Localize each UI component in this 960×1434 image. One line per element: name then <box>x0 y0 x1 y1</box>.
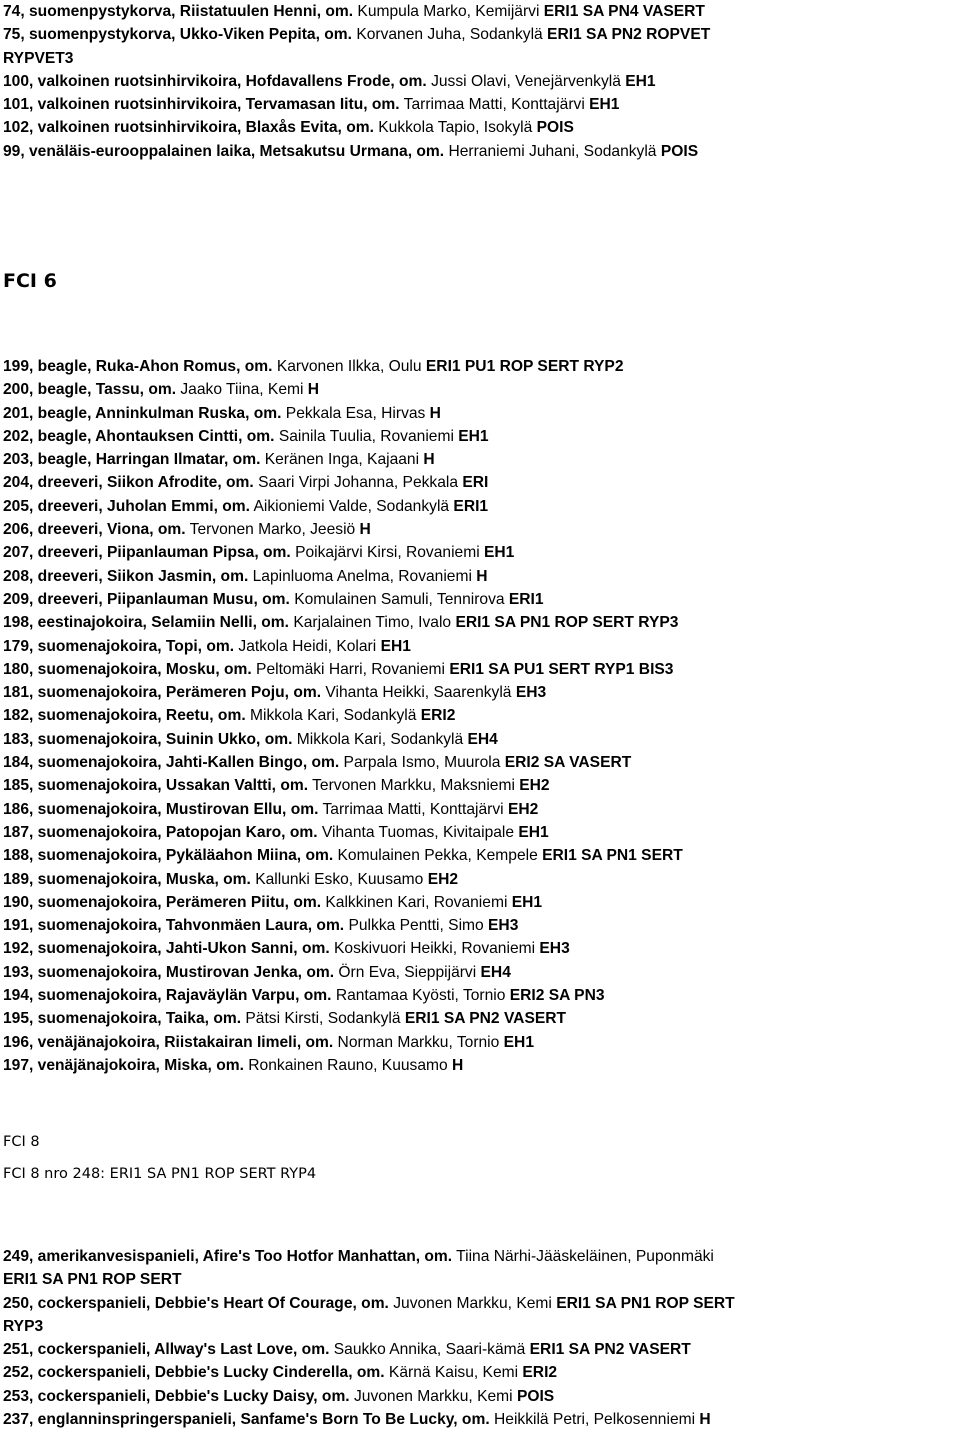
result-grade: POIS <box>536 119 574 137</box>
dog-entry: 198, eestinajokoira, Selamiin Nelli, om. <box>3 614 290 632</box>
dog-entry: 74, suomenpystykorva, Riistatuulen Henni, om. <box>3 3 354 20</box>
dog-entry: 186, suomenajokoira, Mustirovan Ellu, om. <box>3 800 319 818</box>
result-line <box>0 635 683 658</box>
result-line <box>0 961 683 984</box>
result-line <box>0 23 710 46</box>
result-grade: EH2 <box>427 870 459 888</box>
result-grade: ERI2 <box>522 1364 558 1382</box>
dog-entry: 207, dreeveri, Piipanlauman Pipsa, om. <box>3 544 291 562</box>
owner-name: Lapinluoma Anelma, Rovaniemi <box>248 567 477 585</box>
owner-name: Saari Virpi Johanna, Pekkala <box>253 474 463 492</box>
result-grade: ERI1 PU1 ROP SERT RYP2 <box>425 358 624 375</box>
result-line <box>0 541 683 564</box>
result-grade: H <box>429 404 441 422</box>
result-line <box>0 914 683 937</box>
result-grade: EH2 <box>519 777 550 795</box>
result-line <box>0 1245 735 1268</box>
dog-entry: 196, venäjänajokoira, Riistakairan Iimeli, om. <box>3 1033 334 1051</box>
result-grade: H <box>307 381 320 399</box>
result-grade: EH1 <box>589 96 620 114</box>
result-grade: POIS <box>660 142 699 160</box>
dog-entry: 194, suomenajokoira, Rajaväylän Varpu, om. <box>3 987 332 1005</box>
result-line <box>0 378 683 401</box>
result-line <box>0 140 710 163</box>
fci8-results <box>0 1245 735 1431</box>
dog-entry: 192, suomenajokoira, Jahti-Ukon Sanni, om. <box>3 940 330 958</box>
owner-name: Kukkola Tapio, Isokylä <box>373 119 537 137</box>
result-line <box>0 1315 735 1338</box>
result-line <box>0 891 683 914</box>
dog-entry: 203, beagle, Harringan Ilmatar, om. <box>3 451 261 469</box>
dog-entry: 179, suomenajokoira, Topi, om. <box>3 637 235 655</box>
result-grade: ERI1 SA PU1 SERT RYP1 BIS3 <box>449 660 674 678</box>
result-line <box>0 704 683 727</box>
owner-name: Örn Eva, Sieppijärvi <box>334 963 481 981</box>
result-line <box>0 658 683 681</box>
result-line <box>0 1268 735 1291</box>
fci8-heading: FCI 8 <box>3 1134 40 1150</box>
dog-entry: 252, cockerspanieli, Debbie's Lucky Cinderella, om. <box>3 1364 385 1382</box>
owner-name: Herraniemi Juhani, Sodankylä <box>444 142 661 160</box>
dog-entry: 101, valkoinen ruotsinhirvikoira, Tervamasan Iitu, om. <box>3 96 400 114</box>
owner-name: Koskivuori Heikki, Rovaniemi <box>329 940 540 958</box>
dog-entry: 189, suomenajokoira, Muska, om. <box>3 870 251 888</box>
result-line <box>0 611 683 634</box>
result-grade: EH1 <box>458 427 489 445</box>
dog-entry: 205, dreeveri, Juholan Emmi, om. <box>3 497 250 515</box>
dog-entry: 202, beagle, Ahontauksen Cintti, om. <box>3 427 275 445</box>
result-line <box>0 425 683 448</box>
result-line <box>0 774 683 797</box>
result-line <box>0 448 683 471</box>
result-grade: ERI1 SA PN1 ROP SERT RYP3 <box>455 614 679 632</box>
dog-entry: 237, englanninspringerspanieli, Sanfame's Born To Be Lucky, om. <box>3 1411 490 1429</box>
result-grade: ERI1 SA PN2 VASERT <box>404 1010 567 1028</box>
dog-entry: 191, suomenajokoira, Tahvonmäen Laura, om. <box>3 917 345 935</box>
result-grade: EH4 <box>467 730 498 748</box>
result-line <box>0 495 683 518</box>
result-grade: EH1 <box>380 637 411 655</box>
result-grade: H <box>476 567 488 585</box>
dog-entry: 204, dreeveri, Siikon Afrodite, om. <box>3 474 254 492</box>
owner-name: Ronkainen Rauno, Kuusamo <box>243 1056 453 1074</box>
dog-entry: 208, dreeveri, Siikon Jasmin, om. <box>3 567 249 585</box>
dog-entry: 251, cockerspanieli, Allway's Last Love, om. <box>3 1341 330 1359</box>
dog-entry: 250, cockerspanieli, Debbie's Heart Of Courage, om. <box>3 1294 389 1312</box>
owner-name: Pulkka Pentti, Simo <box>344 917 489 935</box>
dog-entry: RYPVET3 <box>3 49 74 67</box>
dog-entry: 200, beagle, Tassu, om. <box>3 381 177 399</box>
result-grade: ERI2 SA VASERT <box>504 754 632 772</box>
result-grade: POIS <box>516 1387 555 1405</box>
dog-entry: 190, suomenajokoira, Perämeren Piitu, om. <box>3 893 322 911</box>
dog-entry: RYP3 <box>3 1317 44 1335</box>
result-grade: ERI1 SA PN2 ROPVET <box>547 26 711 44</box>
owner-name: Kumpula Marko, Kemijärvi <box>353 3 544 20</box>
owner-name: Aikioniemi Valde, Sodankylä <box>250 497 454 515</box>
owner-name: Kallunki Esko, Kuusamo <box>250 870 428 888</box>
result-line <box>0 1361 735 1384</box>
owner-name: Rantamaa Kyösti, Tornio <box>331 987 510 1005</box>
result-grade: EH1 <box>484 544 515 562</box>
result-line <box>0 93 710 116</box>
dog-entry: 99, venäläis-eurooppalainen laika, Metsakutsu Urmana, om. <box>3 142 445 160</box>
result-grade: EH2 <box>507 800 539 818</box>
owner-name: Saukko Annika, Saari-kämä <box>329 1341 530 1359</box>
dog-entry: 102, valkoinen ruotsinhirvikoira, Blaxås Evita, om. <box>3 119 374 137</box>
owner-name: Mikkola Kari, Sodankylä <box>292 730 468 748</box>
owner-name: Karjalainen Timo, Ivalo <box>289 614 456 632</box>
result-line <box>0 681 683 704</box>
result-line <box>0 1385 735 1408</box>
owner-name: Kalkkinen Kari, Rovaniemi <box>321 893 512 911</box>
owner-name: Tervonen Markku, Maksniemi <box>308 777 520 795</box>
result-line <box>0 728 683 751</box>
fci8-note: FCI 8 nro 248: ERI1 SA PN1 ROP SERT RYP4 <box>3 1166 317 1182</box>
fci6-heading: FCI 6 <box>3 270 57 292</box>
dog-entry: 206, dreeveri, Viona, om. <box>3 521 186 539</box>
owner-name: Tiina Närhi-Jääskeläinen, Puponmäki <box>452 1248 714 1265</box>
result-grade: EH3 <box>539 940 570 958</box>
dog-entry: 75, suomenpystykorva, Ukko-Viken Pepita, om. <box>3 26 352 44</box>
result-line <box>0 47 710 70</box>
result-grade: ERI <box>462 474 489 492</box>
owner-name: Norman Markku, Tornio <box>333 1033 504 1051</box>
result-grade: ERI2 <box>420 707 456 725</box>
dog-entry: 182, suomenajokoira, Reetu, om. <box>3 707 246 725</box>
result-line <box>0 565 683 588</box>
owner-name: Poikajärvi Kirsi, Rovaniemi <box>290 544 484 562</box>
result-line <box>0 116 710 139</box>
dog-entry: ERI1 SA PN1 ROP SERT <box>3 1271 182 1289</box>
owner-name: Pätsi Kirsti, Sodankylä <box>241 1010 405 1028</box>
dog-entry: 187, suomenajokoira, Patopojan Karo, om. <box>3 823 318 841</box>
owner-name: Parpala Ismo, Muurola <box>339 754 505 772</box>
result-line <box>0 518 683 541</box>
dog-entry: 185, suomenajokoira, Ussakan Valtti, om. <box>3 777 309 795</box>
owner-name: Juvonen Markku, Kemi <box>349 1387 517 1405</box>
dog-entry: 201, beagle, Anninkulman Ruska, om. <box>3 404 282 422</box>
dog-entry: 180, suomenajokoira, Mosku, om. <box>3 660 252 678</box>
result-line <box>0 798 683 821</box>
owner-name: Kärnä Kaisu, Kemi <box>384 1364 523 1382</box>
result-grade: ERI1 SA PN4 VASERT <box>543 3 705 20</box>
result-line <box>0 984 683 1007</box>
dog-entry: 188, suomenajokoira, Pykäläahon Miina, om. <box>3 847 334 865</box>
result-grade: EH1 <box>503 1033 534 1051</box>
owner-name: Tervonen Marko, Jeesiö <box>185 521 360 539</box>
owner-name: Tarrimaa Matti, Konttajärvi <box>318 800 508 818</box>
result-line <box>0 0 710 23</box>
result-line <box>0 70 710 93</box>
result-grade: H <box>423 451 435 469</box>
result-grade: EH3 <box>488 917 519 935</box>
owner-name: Keränen Inga, Kajaani <box>260 451 424 469</box>
result-line <box>0 588 683 611</box>
result-grade: EH1 <box>518 823 549 841</box>
result-grade: ERI1 SA PN1 ROP SERT <box>556 1294 735 1312</box>
result-line <box>0 844 683 867</box>
owner-name: Tarrimaa Matti, Konttajärvi <box>399 96 590 114</box>
owner-name: Jussi Olavi, Venejärvenkylä <box>426 72 626 90</box>
dog-entry: 195, suomenajokoira, Taika, om. <box>3 1010 242 1028</box>
owner-name: Komulainen Pekka, Kempele <box>333 847 543 865</box>
owner-name: Karvonen Ilkka, Oulu <box>272 358 426 375</box>
dog-entry: 209, dreeveri, Piipanlauman Musu, om. <box>3 590 290 608</box>
owner-name: Peltomäki Harri, Rovaniemi <box>251 660 450 678</box>
dog-entry: 100, valkoinen ruotsinhirvikoira, Hofdavallens Frode, om. <box>3 72 427 90</box>
owner-name: Jaako Tiina, Kemi <box>176 381 308 399</box>
dog-entry: 184, suomenajokoira, Jahti-Kallen Bingo, om. <box>3 754 340 772</box>
result-line <box>0 1031 683 1054</box>
dog-entry: 181, suomenajokoira, Perämeren Poju, om. <box>3 684 322 702</box>
result-line <box>0 1007 683 1030</box>
result-line <box>0 355 683 378</box>
result-line <box>0 1408 735 1431</box>
owner-name: Pekkala Esa, Hirvas <box>281 404 430 422</box>
result-grade: ERI1 <box>508 590 544 608</box>
owner-name: Juvonen Markku, Kemi <box>388 1294 557 1312</box>
result-line <box>0 751 683 774</box>
result-grade: H <box>359 521 371 539</box>
owner-name: Korvanen Juha, Sodankylä <box>351 26 548 44</box>
result-grade: ERI1 SA PN2 VASERT <box>529 1341 691 1359</box>
owner-name: Heikkilä Petri, Pelkosenniemi <box>489 1411 700 1429</box>
result-line <box>0 1054 683 1077</box>
result-line <box>0 937 683 960</box>
result-line <box>0 402 683 425</box>
result-grade: ERI2 SA PN3 <box>509 987 605 1005</box>
result-grade: H <box>699 1411 711 1429</box>
result-grade: ERI1 SA PN1 SERT <box>542 847 683 865</box>
result-line <box>0 868 683 891</box>
owner-name: Vihanta Heikki, Saarenkylä <box>321 684 516 702</box>
dog-entry: 253, cockerspanieli, Debbie's Lucky Daisy, om. <box>3 1387 350 1405</box>
result-grade: EH3 <box>515 684 547 702</box>
fci6-results <box>0 355 683 1077</box>
result-grade: ERI1 <box>453 497 489 515</box>
result-line <box>0 1292 735 1315</box>
result-line <box>0 1338 735 1361</box>
dog-entry: 249, amerikanvesispanieli, Afire's Too Hotfor Manhattan, om. <box>3 1248 453 1265</box>
result-grade: H <box>452 1056 464 1074</box>
group-1-results <box>0 0 710 163</box>
owner-name: Jatkola Heidi, Kolari <box>234 637 381 655</box>
owner-name: Mikkola Kari, Sodankylä <box>245 707 421 725</box>
dog-entry: 197, venäjänajokoira, Miska, om. <box>3 1056 244 1074</box>
owner-name: Sainila Tuulia, Rovaniemi <box>274 427 459 445</box>
dog-entry: 183, suomenajokoira, Suinin Ukko, om. <box>3 730 293 748</box>
dog-entry: 193, suomenajokoira, Mustirovan Jenka, om. <box>3 963 335 981</box>
result-grade: EH4 <box>480 963 511 981</box>
owner-name: Vihanta Tuomas, Kivitaipale <box>317 823 519 841</box>
result-line <box>0 821 683 844</box>
result-grade: EH1 <box>625 72 656 90</box>
owner-name: Komulainen Samuli, Tennirova <box>289 590 509 608</box>
result-grade: EH1 <box>511 893 543 911</box>
dog-entry: 199, beagle, Ruka-Ahon Romus, om. <box>3 358 273 375</box>
result-line <box>0 471 683 494</box>
